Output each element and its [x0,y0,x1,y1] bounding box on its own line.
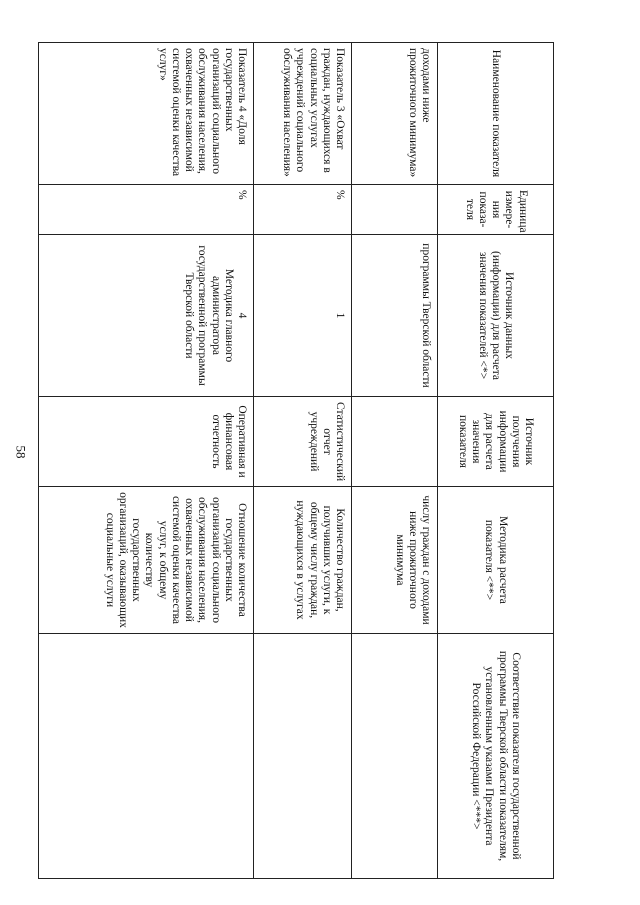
header-method: Методика расчета показателя <**> [438,487,554,634]
indicator-compliance [352,634,438,879]
page-number: 58 [13,445,29,459]
indicator-compliance [39,634,254,879]
indicator-unit: % [39,185,254,235]
table-row [352,43,438,879]
indicator-info-source: Оперативная и финансовая отчетность [39,397,254,487]
indicator-info-source [352,397,438,487]
header-compliance: Соответствие показателя государственной программы Тверской области показателям, установленным указами Президента Российской Федерации <***> [438,634,554,879]
header-data-source: Источник данных (информации) для расчета значения показателей <*> [438,235,554,397]
table-row [254,43,352,879]
indicator-method: Отношение количества государственных организаций социального обслуживания населения, охваченных независимой системой оценки качества услуг, к общему количеству государственных организаций, оказывающих социальные услуги [39,487,254,634]
indicator-compliance [254,634,352,879]
table-header-row [438,43,554,879]
indicators-table [38,42,554,879]
indicator-unit: % [254,185,352,235]
indicator-method: Количество граждан, получивших услуги, к общему числу граждан, нуждающихся в услугах [254,487,352,634]
indicator-name: доходами ниже прожиточного минимума» [352,43,438,185]
table-row [39,43,254,879]
header-unit: Единица измере-ния показа-теля [438,185,554,235]
indicator-data-source: программы Тверской области [352,235,438,397]
indicator-data-source: 4 Методика главного администратора государственной программы Тверской области [39,235,254,397]
indicator-method: числу граждан с доходами ниже прожиточного минимума [352,487,438,634]
indicator-data-source: 1 [254,235,352,397]
indicator-info-source: Статистический отчет учреждений [254,397,352,487]
header-name: Наименование показателя [438,43,554,185]
indicator-name: Показатель 4 «Доля государственных организаций социального обслуживания населения, охваченных независимой системой оценки качества услуг» [39,43,254,185]
header-info-source: Источник получения информации для расчета значения показателя [438,397,554,487]
indicator-unit [352,185,438,235]
indicator-name: Показатель 3 «Охват граждан, нуждающихся в социальных услугах учреждений социального обслуживания населения» [254,43,352,185]
